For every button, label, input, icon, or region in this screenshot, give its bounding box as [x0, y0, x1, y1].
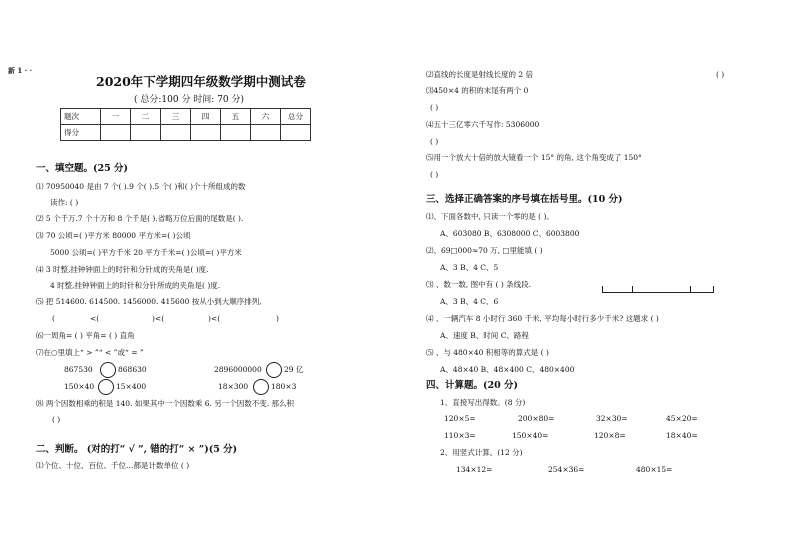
table-cell: 五 [221, 109, 251, 125]
choice-5: ⑸ 、与 480×40 积相等的算式是 ( ) [426, 348, 549, 357]
calc-item: 150×40= [512, 431, 549, 440]
section-2-heading: 二、判断。 (对的打“ √ ”, 错的打“ × ”)(5 分) [36, 444, 238, 455]
segment-tick [713, 286, 714, 293]
exam-subtitle: ( 总分:100 分 时间: 70 分) [134, 95, 245, 105]
table-cell: 六 [251, 109, 281, 125]
choice-3: ⑶ 、数一数, 图中有 ( ) 条线段. [426, 280, 532, 289]
judge-4: ⑷五十三亿零六千写作: 5306000 [426, 120, 540, 129]
score-cell[interactable] [251, 125, 281, 141]
compare-3-right: 15×400 [116, 382, 147, 391]
question-3-line-1: ⑶ 70 公顷=( )平方米 80000 平方米=( )公顷 [36, 231, 191, 240]
choice-1-options: A、603080 B、6308000 C、6003800 [440, 229, 580, 238]
q5-sep-3: )<( [208, 314, 221, 323]
compare-1-right: 868630 [118, 365, 147, 374]
calc-item: 110×3= [444, 431, 476, 440]
exam-title: 2020年下学期四年级数学期中测试卷 [96, 74, 306, 89]
q5-sep-2: )<( [152, 314, 165, 323]
question-5-line-1: ⑸ 把 514600. 614500. 1456000. 415600 按从小到大顺序排列, [36, 297, 262, 306]
score-cell[interactable] [191, 125, 221, 141]
calc-item: 200×80= [518, 414, 555, 423]
score-table-score-row [61, 125, 311, 141]
score-cell[interactable] [281, 125, 311, 141]
judge-2: ⑵直线的长度是射线长度的 2 倍 [426, 70, 534, 79]
line-segment-figure [602, 286, 714, 293]
compare-circle[interactable] [100, 362, 116, 378]
q5-close-paren: ) [276, 314, 279, 323]
score-cell[interactable] [101, 125, 131, 141]
choice-1: ⑴、下面各数中, 只读一个零的是 ( )。 [426, 212, 554, 221]
table-cell: 三 [161, 109, 191, 125]
calc-item: 18×40= [666, 431, 698, 440]
compare-3-left: 150×40 [64, 382, 95, 391]
compare-4-left: 18×300 [218, 382, 249, 391]
calc-2-title: 2、用竖式计算。(12 分) [440, 448, 523, 457]
question-8-line-2: ( ) [52, 415, 61, 424]
score-cell[interactable] [221, 125, 251, 141]
calc-1-title: 1、直接写出得数。(8 分) [440, 398, 526, 407]
question-1-line-2: 读作: ( ) [50, 198, 79, 207]
compare-2-right: 29 亿 [284, 365, 304, 374]
q5-sep-1: <( [90, 314, 100, 323]
table-cell: 一 [101, 109, 131, 125]
score-cell[interactable] [131, 125, 161, 141]
question-4-line-2: 4 时整,挂钟钟面上的时针和分针所成的夹角是( )度. [50, 281, 221, 290]
choice-3-options: A、3 B、4 C、6 [440, 297, 499, 306]
compare-circle[interactable] [266, 362, 282, 378]
question-4-line-1: ⑷ 3 时整,挂钟钟面上的时针和分针成的夹角是( )度. [36, 265, 209, 274]
compare-circle[interactable] [98, 379, 114, 395]
choice-4: ⑷ 、一辆汽车 8 小时行 360 千米, 平均每小时行多少千米? 这题求 ( ) [426, 314, 659, 323]
table-cell: 四 [191, 109, 221, 125]
calc-item: 45×20= [666, 414, 698, 423]
compare-circle[interactable] [253, 379, 269, 395]
segment-tick [690, 286, 691, 293]
table-cell: 得分 [61, 125, 101, 141]
judge-2-paren: ( ) [716, 70, 725, 79]
question-6: ⑹一周角= ( ) 平角= ( ) 直角 [36, 331, 135, 340]
choice-4-options: A、速度 B、时间 C、路程 [440, 331, 529, 340]
judge-5: ⑸用一个放大十倍的放大镜看一个 15° 的角, 这个角变成了 150° [426, 153, 642, 162]
table-cell: 二 [131, 109, 161, 125]
judge-4-paren: ( ) [430, 137, 439, 146]
section-4-heading: 四、计算题。(20 分) [426, 380, 519, 391]
judge-1: ⑴个位、十位、百位、千位…都是计数单位 ( ) [36, 461, 190, 470]
calc-item: 254×36= [548, 465, 585, 474]
corner-mark: 新 1 · · [8, 66, 33, 75]
calc-item: 32×30= [596, 414, 628, 423]
question-2: ⑵ 5 个千万.7 个十万和 8 个千是( ).省略万位后面的尾数是( ). [36, 214, 244, 223]
calc-item: 480×15= [636, 465, 673, 474]
judge-3-paren: ( ) [430, 103, 439, 112]
choice-5-options: A、48×40 B、48×400 C、480×400 [440, 365, 575, 374]
question-7: ⑺在○里填上“ > ”“ < ”或“ = ” [36, 348, 144, 357]
compare-1-left: 867530 [64, 365, 93, 374]
judge-5-paren: ( ) [430, 170, 439, 179]
table-cell: 题次 [61, 109, 101, 125]
segment-tick [632, 286, 633, 293]
choice-2: ⑵、69□000≈70 万, □里能填 ( ) [426, 246, 543, 255]
section-1-heading: 一、填空题。(25 分) [36, 163, 129, 174]
question-3-line-2: 5000 公顷=( )平方千米 20 平方千米=( )公顷=( )平方米 [50, 248, 242, 257]
calc-item: 120×8= [594, 431, 626, 440]
calc-item: 134×12= [456, 465, 493, 474]
judge-3: ⑶450×4 的积的末尾有两个 0 [426, 86, 529, 95]
table-cell: 总分 [281, 109, 311, 125]
section-3-heading: 三、选择正确答案的序号填在括号里。(10 分) [426, 194, 623, 205]
compare-4-right: 180×3 [271, 382, 297, 391]
score-cell[interactable] [161, 125, 191, 141]
score-table [60, 108, 311, 141]
calc-item: 120×5= [444, 414, 476, 423]
question-1-line-1: ⑴ 70950040 是由 7 个( ).9 个( ).5 个( )和( )个十所组成的数 [36, 182, 246, 191]
score-table-header-row [61, 109, 311, 125]
compare-2-left: 2896000000 [214, 365, 262, 374]
segment-tick [602, 286, 603, 293]
choice-2-options: A、3 B、4 C、5 [440, 263, 499, 272]
question-8-line-1: ⑻ 两个因数相乘的积是 140. 如果其中一个因数乘 6. 另一个因数不变. 那么积 [36, 399, 295, 408]
q5-open-paren: ( [52, 314, 55, 323]
